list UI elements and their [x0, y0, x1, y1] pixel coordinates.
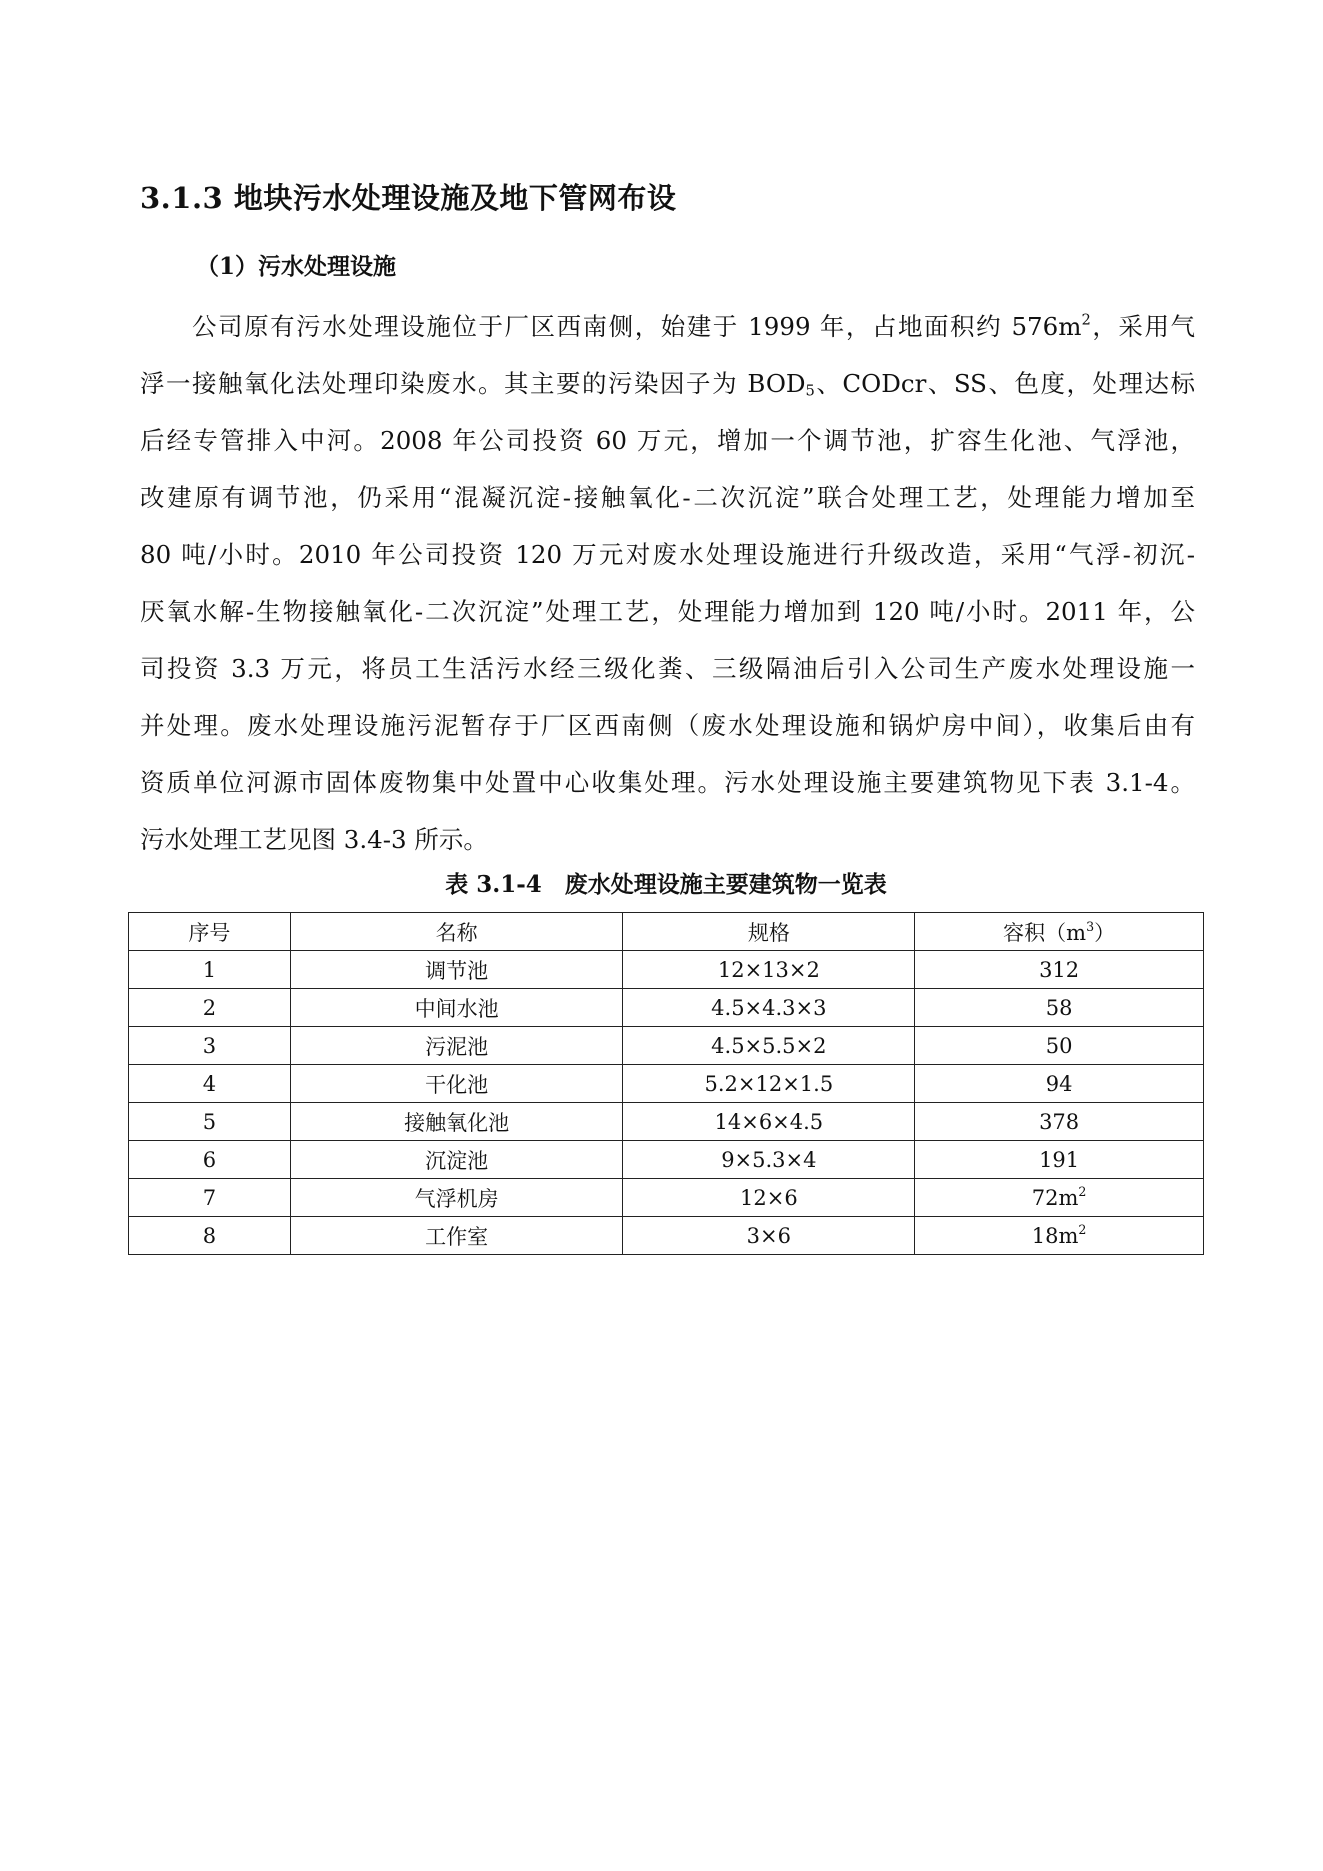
cell-no: 5 [129, 1103, 291, 1141]
header-spec: 规格 [623, 913, 915, 951]
cell-spec: 9×5.3×4 [623, 1141, 915, 1179]
cell-spec: 14×6×4.5 [623, 1103, 915, 1141]
table-row [129, 1027, 1204, 1065]
cell-name: 接触氧化池 [290, 1103, 623, 1141]
cell-volume: 312 [915, 951, 1204, 989]
cell-spec: 4.5×4.3×3 [623, 989, 915, 1027]
cell-volume: 378 [915, 1103, 1204, 1141]
cell-no: 7 [129, 1179, 291, 1217]
cell-volume: $18m^2$ [915, 1217, 1204, 1255]
cell-volume: $72m^2$ [915, 1179, 1204, 1217]
paragraph-line: 污水处理工艺见图 3.4-3 所示。 [140, 825, 488, 854]
cell-name: 调节池 [290, 951, 623, 989]
cell-volume: 50 [915, 1027, 1204, 1065]
table-row [129, 1179, 1204, 1217]
cell-name: 污泥池 [290, 1027, 623, 1065]
cell-name: 中间水池 [290, 989, 623, 1027]
cell-spec: 12×6 [623, 1179, 915, 1217]
paragraph-line: 后经专管排入中河。2008 年公司投资 60 万元，增加一个调节池，扩容生化池、气浮池， [140, 426, 1195, 455]
table-row [129, 1217, 1204, 1255]
cell-no: 3 [129, 1027, 291, 1065]
cell-volume: 58 [915, 989, 1204, 1027]
cell-name: 工作室 [290, 1217, 623, 1255]
cell-no: 4 [129, 1065, 291, 1103]
header-volume: 容积$(m^3)$ [915, 913, 1204, 951]
table-caption: 表 3.1-4 废水处理设施主要建筑物一览表 [445, 871, 887, 898]
cell-volume: 94 [915, 1065, 1204, 1103]
cell-name: 气浮机房 [290, 1179, 623, 1217]
header-no: 序号 [129, 913, 291, 951]
table-row [129, 989, 1204, 1027]
cell-name: 沉淀池 [290, 1141, 623, 1179]
paragraph-line: 改建原有调节池，仍采用“混凝沉淀-接触氧化-二次沉淀”联合处理工艺，处理能力增加至 [140, 483, 1195, 512]
paragraph-line: 厌氧水解-生物接触氧化-二次沉淀”处理工艺，处理能力增加到 120 吨/小时。2011 年，公 [140, 597, 1195, 626]
table-row [129, 1065, 1204, 1103]
paragraph-line: 资质单位河源市固体废物集中处置中心收集处理。污水处理设施主要建筑物见下表 3.1-4。 [140, 768, 1195, 797]
cell-no: 1 [129, 951, 291, 989]
paragraph-line: 浮一接触氧化法处理印染废水。其主要的污染因子为 $BOD_5$、CODcr、SS、色度，处理达标 [140, 369, 1195, 400]
cell-spec: 12×13×2 [623, 951, 915, 989]
body-paragraph [140, 298, 1195, 868]
paragraph-line: 公司原有污水处理设施位于厂区西南侧，始建于 1999 年，占地面积约 $576m^2$，采用气 [192, 311, 1195, 341]
section-heading: 3.1.3 地块污水处理设施及地下管网布设 [140, 181, 677, 215]
cell-no: 8 [129, 1217, 291, 1255]
cell-no: 2 [129, 989, 291, 1027]
cell-name: 干化池 [290, 1065, 623, 1103]
table-header-row [129, 913, 1204, 951]
sub-heading: （1）污水处理设施 [196, 253, 397, 280]
facilities-table [128, 912, 1204, 1255]
table-row [129, 1103, 1204, 1141]
table-row [129, 951, 1204, 989]
paragraph-line: 80 吨/小时。2010 年公司投资 120 万元对废水处理设施进行升级改造，采用“气浮-初沉- [140, 540, 1195, 569]
cell-no: 6 [129, 1141, 291, 1179]
cell-spec: 4.5×5.5×2 [623, 1027, 915, 1065]
cell-volume: 191 [915, 1141, 1204, 1179]
table-row [129, 1141, 1204, 1179]
paragraph-line: 司投资 3.3 万元，将员工生活污水经三级化粪、三级隔油后引入公司生产废水处理设施一 [140, 654, 1195, 683]
header-name: 名称 [290, 913, 623, 951]
paragraph-line: 并处理。废水处理设施污泥暂存于厂区西南侧（废水处理设施和锅炉房中间），收集后由有 [140, 711, 1195, 740]
cell-spec: 3×6 [623, 1217, 915, 1255]
cell-spec: 5.2×12×1.5 [623, 1065, 915, 1103]
